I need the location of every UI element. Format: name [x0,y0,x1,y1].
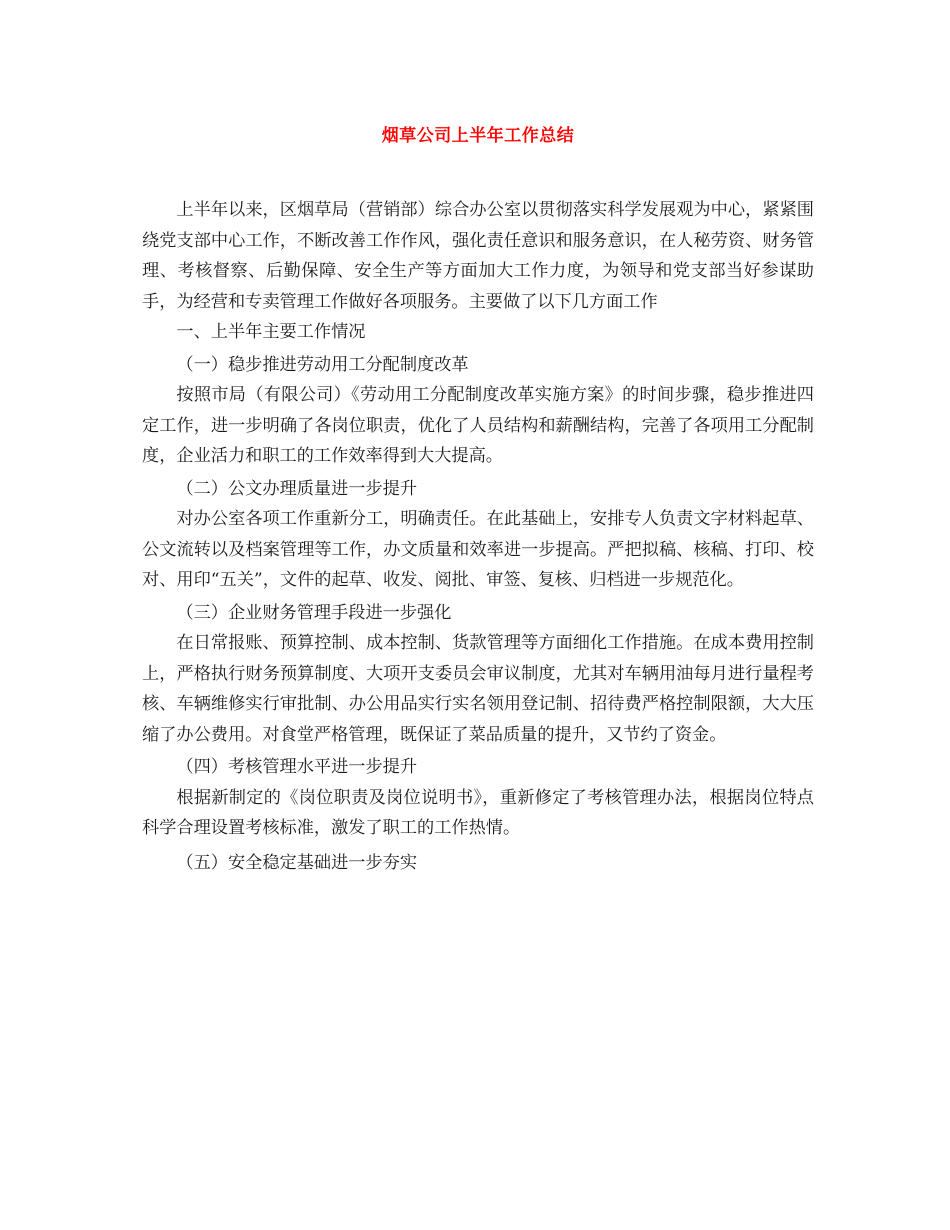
section-heading-1: 一、上半年主要工作情况 [176,322,366,342]
subsection-heading-5: （五）安全稳定基础进一步夯实 [176,852,418,873]
subsection-heading-4: （四）考核管理水平进一步提升 [176,757,418,777]
subsection-2-paragraph: 对办公室各项工作重新分工，明确责任。在此基础上，安排专人负责文字材料起草、公文流转以及档案管理等工作，办文质量和效率进一步提高。严把拟稿、核稿、打印、校对、用印“五关”，文件的起草、收发、阅批、审签、复核、归档进一步规范化。 [142,509,814,590]
subsection-heading-1: （一）稳步推进劳动用工分配制度改革 [176,354,469,375]
subsection-heading-3: （三）企业财务管理手段进一步强化 [176,602,452,623]
subsection-4-paragraph: 根据新制定的《岗位职责及岗位说明书》，重新修定了考核管理办法，根据岗位特点科学合理设置考核标准，激发了职工的工作热情。 [142,787,814,838]
document-body [142,195,814,878]
intro-paragraph: 上半年以来，区烟草局（营销部）综合办公室以贯彻落实科学发展观为中心，紧紧围绕党支部中心工作，不断改善工作作风，强化责任意识和服务意识，在人秘劳资、财务管理、考核督察、后勤保障、安全生产等方面加大工作力度，为领导和党支部当好参谋助手，为经营和专卖管理工作做好各项服务。主要做了以下几方面工作 [142,200,814,312]
document-title: 烟草公司上半年工作总结 [381,126,575,146]
subsection-heading-2: （二）公文办理质量进一步提升 [176,478,418,499]
subsection-1-paragraph: 按照市局（有限公司）《劳动用工分配制度改革实施方案》的时间步骤，稳步推进四定工作，进一步明确了各岗位职责，优化了人员结构和薪酬结构，完善了各项用工分配制度，企业活力和职工的工作效率得到大大提高。 [142,385,814,466]
subsection-3-paragraph: 在日常报账、预算控制、成本控制、货款管理等方面细化工作措施。在成本费用控制上，严格执行财务预算制度、大项开支委员会审议制度，尤其对车辆用油每月进行量程考核、车辆维修实行审批制、办公用品实行实名领用登记制、招待费严格控制限额，大大压缩了办公费用。对食堂严格管理，既保证了菜品质量的提升，又节约了资金。 [142,633,814,745]
